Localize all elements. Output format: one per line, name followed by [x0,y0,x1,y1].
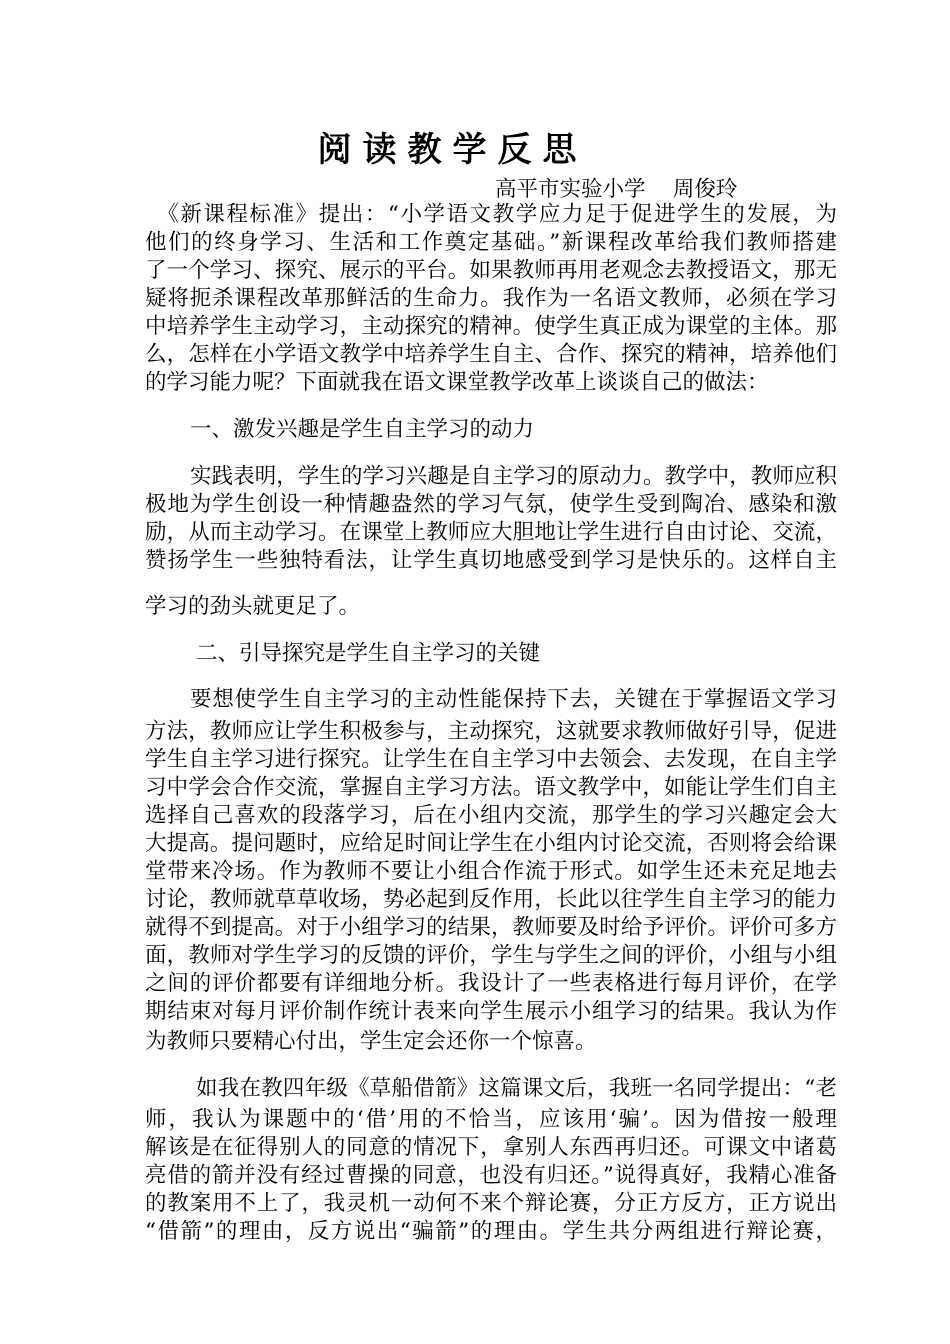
text-line: 方法，教师应让学生积极参与，主动探究，这就要求教师做好引导，促进 [145,719,837,744]
text-line: 励，从而主动学习。在课堂上教师应大胆地让学生进行自由讨论、交流， [145,520,837,545]
text-line: 要想使学生自主学习的主动性能保持下去，关键在于掌握语文学习 [190,687,837,712]
text-line: 实践表明，学生的学习兴趣是自主学习的原动力。教学中，教师应积 [190,464,837,489]
text-line: 他们的终身学习、生活和工作奠定基础。”新课程改革给我们教师搭建 [145,230,837,255]
text-line: 习中学会合作交流，掌握自主学习方法。语文教学中，如能让学生们自主 [145,775,837,800]
text-line: 为教师只要精心付出，学生定会还你一个惊喜。 [145,1029,597,1054]
text-line: 就得不到提高。对于小组学习的结果，教师要及时给予评价。评价可多方 [145,915,837,940]
text-line: 二、引导探究是学生自主学习的关键 [196,641,541,666]
text-line: 师，我认为课题中的‘借’用的不恰当，应该用‘骗’。因为借按一般理 [145,1107,837,1132]
text-line: 学生自主学习进行探究。让学生在自主学习中去领会、去发现，在自主学 [145,747,837,772]
text-line: 疑将扼杀课程改革那鲜活的生命力。我作为一名语文教师，必须在学习 [145,286,837,311]
text-line: 赞扬学生一些独特看法，让学生真切地感受到学习是快乐的。这样自主 [145,548,837,573]
text-line: “借箭”的理由，反方说出“骗箭”的理由。学生共分两组进行辩论赛， [145,1219,837,1244]
text-line: 一、激发兴趣是学生自主学习的动力 [190,417,535,442]
text-line: 讨论，教师就草草收场，势必起到反作用，长此以往学生自主学习的能力 [145,887,837,912]
text-line: 亮借的箭并没有经过曹操的同意，也没有归还。”说得真好，我精心准备 [145,1163,837,1188]
text-line: 么，怎样在小学语文教学中培养学生自主、合作、探究的精神，培养他们 [145,342,837,367]
text-line: 面，教师对学生学习的反馈的评价，学生与学生之间的评价，小组与小组 [145,943,837,968]
text-line: 堂带来冷场。作为教师不要让小组合作流于形式。如学生还未充足地去 [145,859,837,884]
text-line: 《新课程标准》提出：“小学语文教学应力足于促进学生的发展，为 [145,202,837,227]
text-line: 的学习能力呢？下面就我在语文课堂教学改革上谈谈自己的做法： [145,370,769,395]
page-title: 阅读教学反思 [317,130,588,170]
text-line: 期结束对每月评价制作统计表来向学生展示小组学习的结果。我认为作 [145,999,837,1024]
text-line: 大提高。提问题时，应给足时间让学生在小组内讨论交流，否则将会给课 [145,831,837,856]
text-line: 解该是在征得别人的同意的情况下，拿别人东西再归还。可课文中诸葛 [145,1135,837,1160]
text-line: 学习的劲头就更足了。 [145,594,361,619]
text-line: 极地为学生创设一种情趣盎然的学习气氛，使学生受到陶冶、感染和激 [145,492,837,517]
author-line: 高平市实验小学 周俊玲 [495,177,738,202]
text-line: 了一个学习、探究、展示的平台。如果教师再用老观念去教授语文，那无 [145,258,837,283]
text-line: 如我在教四年级《草船借箭》这篇课文后，我班一名同学提出：“老 [196,1076,837,1101]
text-line: 之间的评价都要有详细地分析。我设计了一些表格进行每月评价，在学 [145,971,837,996]
text-line: 中培养学生主动学习，主动探究的精神。使学生真正成为课堂的主体。那 [145,314,837,339]
text-line: 选择自己喜欢的段落学习，后在小组内交流，那学生的学习兴趣定会大 [145,803,837,828]
text-line: 的教案用不上了，我灵机一动何不来个辩论赛，分正方反方，正方说出 [145,1191,837,1216]
